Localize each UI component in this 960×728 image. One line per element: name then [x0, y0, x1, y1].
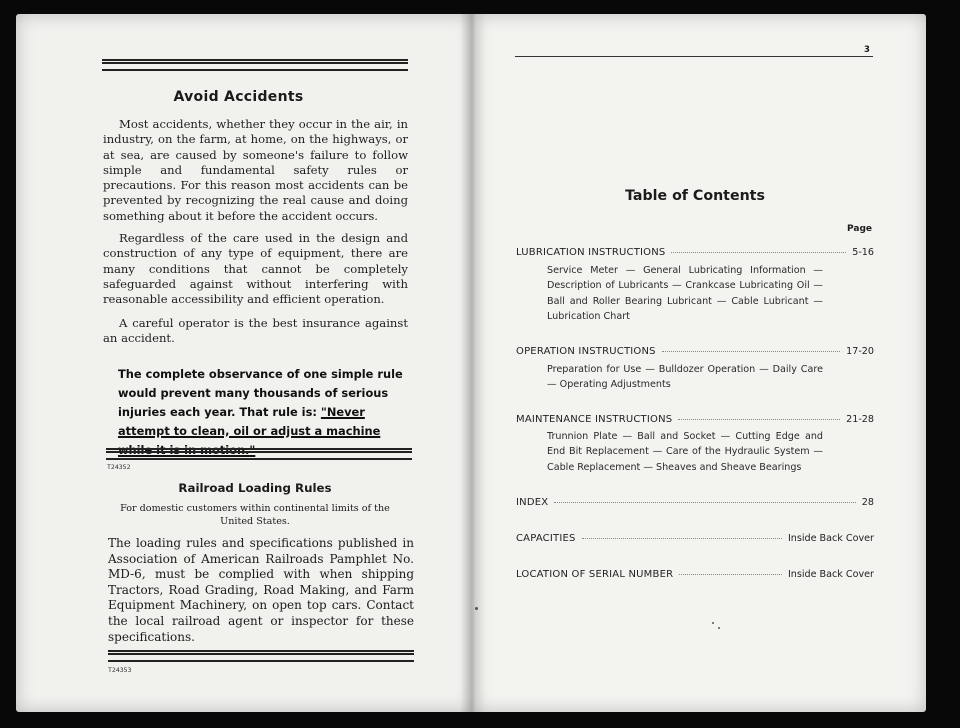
- toc-entry-heading: OPERATION INSTRUCTIONS: [516, 346, 656, 357]
- reference-code-1: T24352: [107, 463, 131, 471]
- dot-leader: [662, 351, 840, 352]
- toc-title: Table of Contents: [625, 188, 765, 204]
- paper-speck: [718, 627, 720, 629]
- railroad-loading-title: Railroad Loading Rules: [178, 481, 332, 495]
- toc-entry-heading: MAINTENANCE INSTRUCTIONS: [516, 414, 673, 425]
- toc-entry-description: Preparation for Use — Bulldozer Operation — Daily Care — Operating Adjustments: [547, 364, 823, 391]
- toc-entry-description: Trunnion Plate — Ball and Socket — Cutting Edge and End Bit Replacement — Care of the Hydraulic System — Cable Replacement — Sheaves and Sheave Bearings: [547, 431, 823, 473]
- dot-leader: [679, 574, 782, 575]
- toc-entry-heading: LUBRICATION INSTRUCTIONS: [516, 247, 666, 258]
- avoid-accidents-title: Avoid Accidents: [173, 89, 304, 105]
- reference-code-2: T24353: [108, 666, 132, 674]
- dot-leader: [582, 538, 782, 539]
- avoid-accidents-paragraph-2: Regardless of the care used in the design and construction of any type of equipment, there are many conditions that cannot be completely safeguarded against without interfering with reasonable accessibility and efficient operation.: [103, 231, 408, 307]
- toc-entry-lubrication[interactable]: [516, 247, 874, 258]
- dot-leader: [671, 252, 846, 253]
- toc-entry-index[interactable]: [516, 497, 874, 508]
- toc-entry-maintenance[interactable]: [516, 414, 874, 425]
- toc-entry-pages: 17-20: [846, 346, 874, 357]
- railroad-loading-subtitle: For domestic customers within continental limits of the United States.: [120, 503, 390, 527]
- top-ruled-bar: [102, 59, 408, 71]
- railroad-loading-body: The loading rules and specifications published in Association of American Railroads Pamphlet No. MD-6, must be complied with when shipping Tractors, Road Grading, Road Making, and Farm Equipment Machinery, on open top cars. Contact the local railroad agent or inspector for these specifications.: [108, 536, 414, 644]
- toc-entry-pages: Inside Back Cover: [787, 569, 874, 580]
- avoid-accidents-paragraph-3: A careful operator is the best insurance against an accident.: [103, 316, 408, 346]
- safety-rule-statement: [118, 365, 413, 460]
- page-column-header: Page: [847, 224, 872, 234]
- middle-ruled-bar: [106, 448, 412, 460]
- header-rule: [515, 56, 873, 57]
- bottom-ruled-bar: [108, 650, 414, 662]
- safety-rule-quote: "Never attempt to clean, oil or adjust a machine while it is in motion.": [118, 405, 381, 457]
- paper-speck: [712, 622, 714, 624]
- toc-entry-pages: 5-16: [852, 247, 874, 258]
- toc-entry-serial-number[interactable]: [516, 569, 874, 580]
- toc-entry-heading: INDEX: [516, 497, 549, 508]
- book-gutter: [460, 14, 486, 712]
- toc-entry-heading: LOCATION OF SERIAL NUMBER: [516, 569, 674, 580]
- safety-rule-lead: The complete observance of one simple rule would prevent many thousands of serious injuries each year. That rule is:: [118, 367, 403, 419]
- toc-entry-capacities[interactable]: [516, 533, 874, 544]
- paper-speck: [475, 607, 478, 610]
- page-number: 3: [864, 45, 870, 55]
- toc-entry-pages: Inside Back Cover: [787, 533, 874, 544]
- toc-entry-pages: 28: [861, 497, 874, 508]
- toc-entry-operation[interactable]: [516, 346, 874, 357]
- toc-entry-pages: 21-28: [846, 414, 874, 425]
- toc-entry-description: Service Meter — General Lubricating Information — Description of Lubricants — Crankcase Lubricating Oil — Ball and Roller Bearing Lubricant — Cable Lubricant — Lubrication Chart: [547, 265, 823, 323]
- avoid-accidents-paragraph-1: Most accidents, whether they occur in the air, in industry, on the farm, at home, on the highways, or at sea, are caused by someone's failure to follow simple and fundamental safety rules or precautions. For this reason most accidents can be prevented by recognizing the real cause and doing something about it before the accident occurs.: [103, 117, 408, 223]
- toc-entry-heading: CAPACITIES: [516, 533, 576, 544]
- dot-leader: [678, 419, 840, 420]
- dot-leader: [554, 502, 855, 503]
